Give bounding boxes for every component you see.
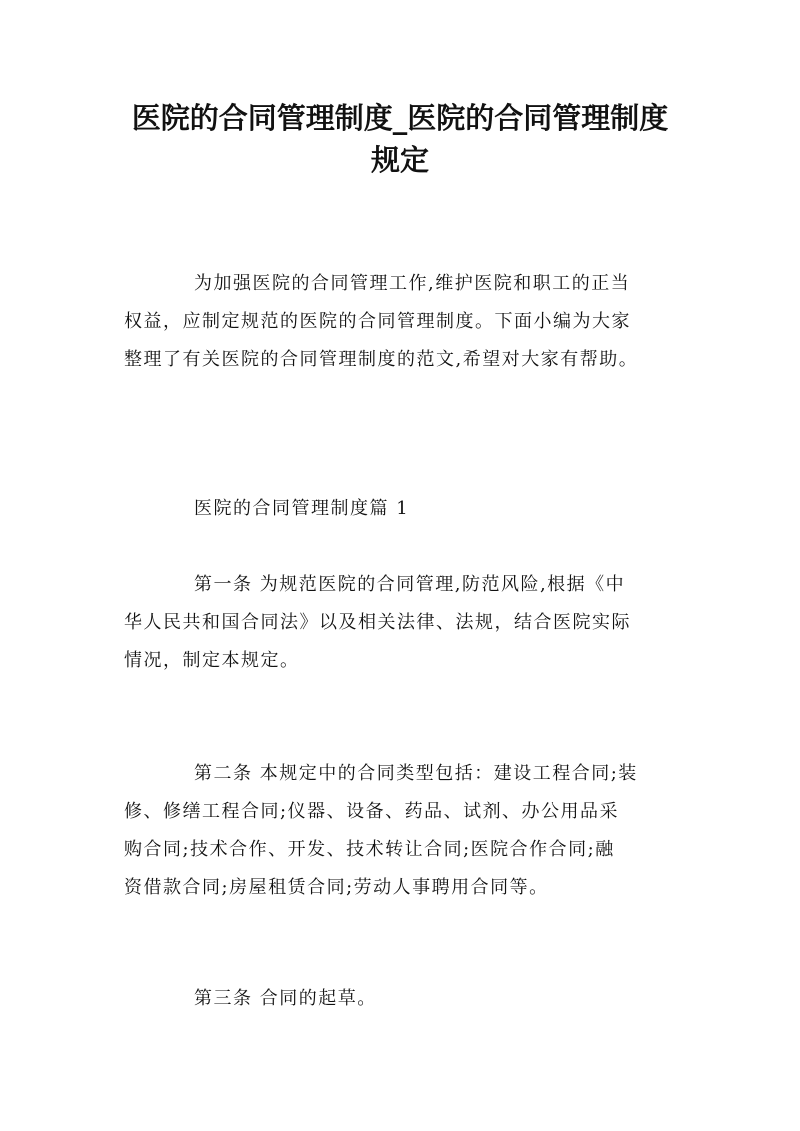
article-3 — [124, 980, 684, 1018]
article-2 — [124, 755, 684, 907]
document-title — [118, 97, 682, 181]
article-2-line-2: 修、修缮工程合同;仪器、设备、药品、试剂、办公用品采 — [124, 801, 620, 822]
article-2-line-1: 第二条 本规定中的合同类型包括：建设工程合同;装 — [194, 763, 638, 784]
intro-line-2: 权益，应制定规范的医院的合同管理制度。下面小编为大家 — [124, 311, 631, 332]
article-3-line-1: 第三条 合同的起草。 — [194, 988, 377, 1009]
article-2-line-3: 购合同;技术合作、开发、技术转让合同;医院合作合同;融 — [124, 839, 615, 860]
article-1 — [124, 566, 684, 680]
article-1-line-1: 第一条 为规范医院的合同管理,防范风险,根据《中 — [194, 574, 626, 595]
article-2-line-4: 资借款合同;房屋租赁合同;劳动人事聘用合同等。 — [124, 877, 549, 898]
article-1-line-2: 华人民共和国合同法》以及相关法律、法规，结合医院实际 — [124, 612, 631, 633]
section-heading-text: 医院的合同管理制度篇 1 — [194, 498, 410, 519]
article-1-line-3: 情况，制定本规定。 — [124, 650, 300, 671]
intro-line-3: 整理了有关医院的合同管理制度的范文,希望对大家有帮助。 — [124, 349, 639, 370]
intro-line-1: 为加强医院的合同管理工作,维护医院和职工的正当 — [194, 273, 631, 294]
section-heading — [124, 490, 684, 528]
intro-paragraph — [124, 265, 684, 379]
title-line-1: 医院的合同管理制度_医院的合同管理制度 — [131, 101, 669, 135]
title-line-2: 规定 — [370, 143, 429, 177]
